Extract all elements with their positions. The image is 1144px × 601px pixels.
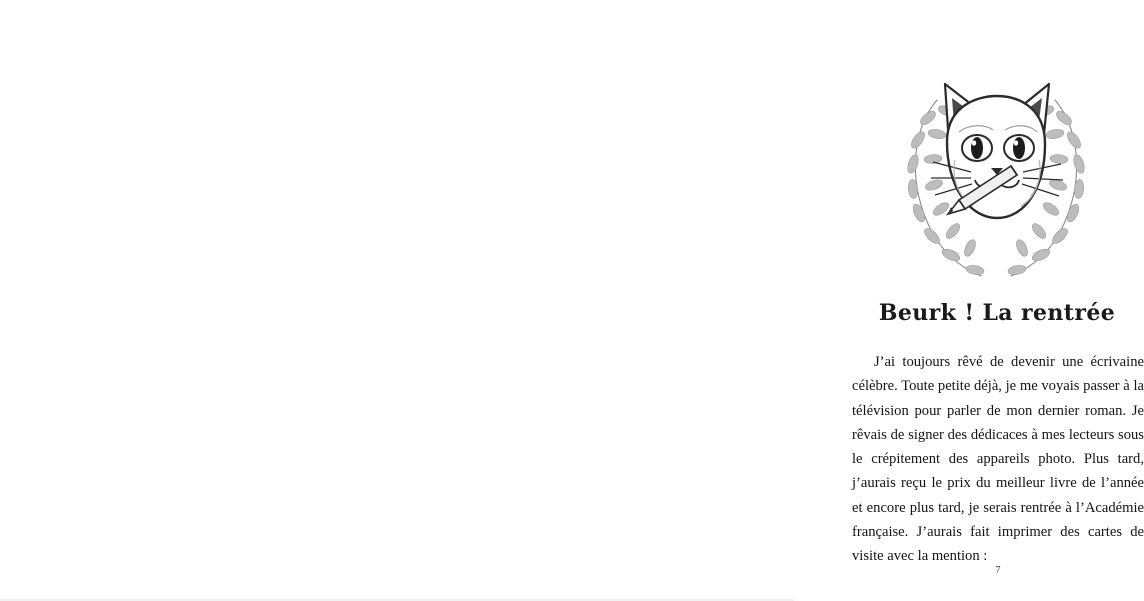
page-number: 7: [995, 565, 1001, 576]
cat-with-pencil-in-laurel-wreath-illustration: [885, 48, 1107, 280]
page-gutter: [0, 0, 1, 601]
chapter-title: Beurk ! La rentrée: [878, 300, 1116, 326]
recto-page: [397, 0, 1144, 601]
body-paragraph: J’ai toujours rêvé de devenir une écrivaine célèbre. Toute petite déjà, je me voyais passer à la télévision pour parler de mon dernier roman. Je rêvais de signer des dédicaces à mes lecteurs sous le crépitement des appareils photo. Plus tard, j’aurais reçu le prix du meilleur livre de l’année et encore plus tard, je serais rentrée à l’Académie française. J’aurais fait imprimer des cartes de visite avec la mention :: [852, 354, 1144, 565]
